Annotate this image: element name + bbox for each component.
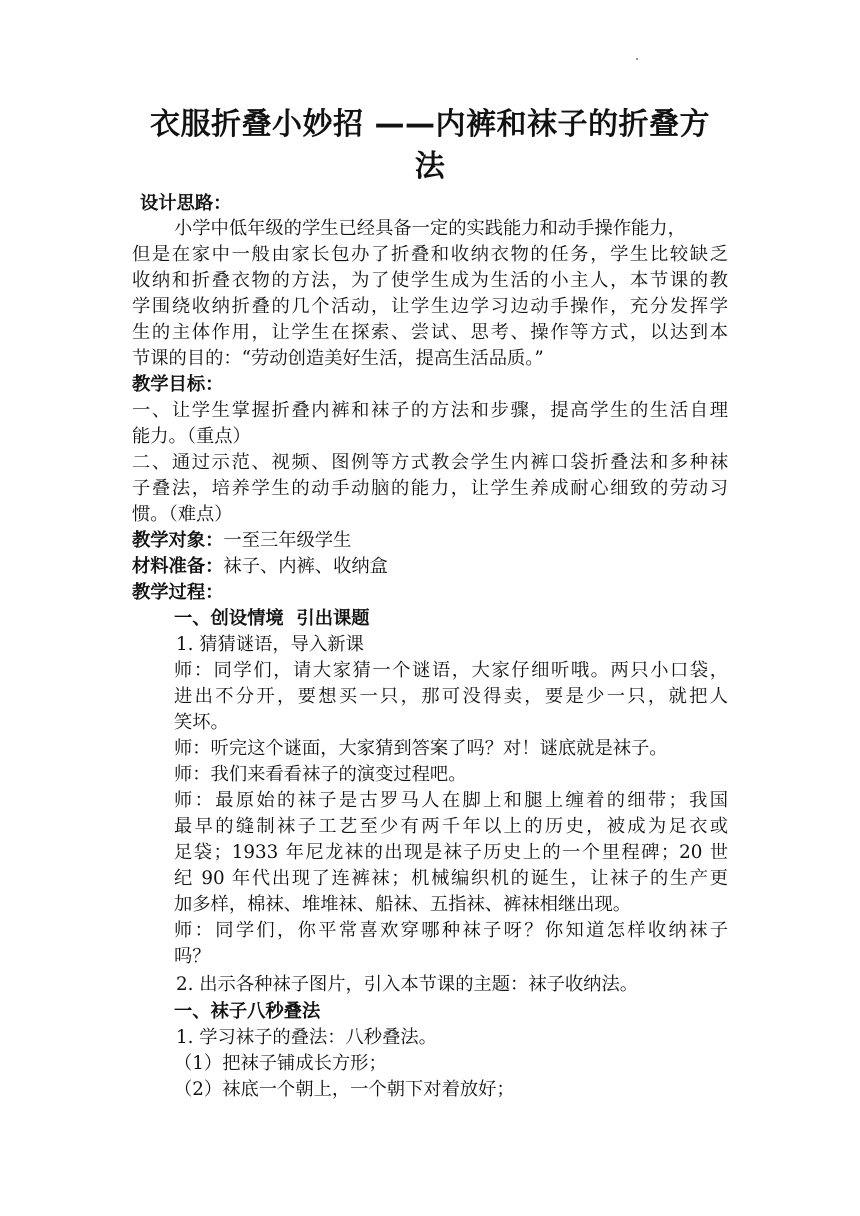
- design-line: 小学中低年级的学生已经具备一定的实践能力和动手操作能力，: [174, 218, 686, 239]
- process-heading: 教学过程：: [132, 582, 224, 603]
- design-line: 学围绕收纳折叠的几个活动，让学生边学习边动手操作，充分发挥学: [132, 296, 728, 317]
- history-line: 最早的缝制袜子工艺至少有两千年以上的历史，被成为足衣或: [174, 816, 728, 837]
- riddle-line: 师：同学们，请大家猜一个谜语，大家仔细听哦。两只小口袋，: [174, 660, 728, 681]
- riddle-line: 进出不分开，要想买一只，那可没得卖，要是少一只，就把人: [174, 686, 728, 707]
- step-line: 1. 猜猜谜语，导入新课: [176, 634, 364, 655]
- design-line: 生的主体作用，让学生在探索、尝试、思考、操作等方式，以达到本: [132, 322, 728, 343]
- history-line: 加多样，棉袜、堆堆袜、船袜、五指袜、裤袜相继出现。: [174, 894, 632, 915]
- goal-line: 惯。（难点）: [132, 504, 233, 525]
- goal-line: 能力。（重点）: [132, 426, 251, 447]
- step-line: 1. 学习袜子的叠法：八秒叠法。: [176, 1027, 437, 1048]
- answer-line: 师：听完这个谜面，大家猜到答案了吗？对！谜底就是袜子。: [174, 738, 668, 759]
- history-line: 足袋；1933 年尼龙袜的出现是袜子历史上的一个里程碑；20 世: [174, 842, 728, 863]
- target-label: 教学对象：: [132, 530, 224, 551]
- design-heading: 设计思路：: [140, 193, 232, 214]
- substep-line: （2）袜底一个朝上，一个朝下对着放好；: [174, 1079, 515, 1100]
- goals-heading: 教学目标：: [132, 374, 224, 395]
- substep-line: （1）把袜子铺成长方形；: [174, 1053, 387, 1074]
- question-line: 师：同学们，你平常喜欢穿哪种袜子呀？你知道怎样收纳袜子: [174, 920, 728, 941]
- materials-value: 袜子、内裤、收纳盒: [223, 556, 388, 577]
- history-line: 纪 90 年代出现了连裤袜；机械编织机的诞生，让袜子的生产更: [174, 868, 728, 889]
- page-mark-dot: [636, 58, 638, 60]
- riddle-line: 笑坏。: [174, 712, 229, 733]
- evolution-line: 师：我们来看看袜子的演变过程吧。: [174, 764, 467, 785]
- design-line: 但是在家中一般由家长包办了折叠和收纳衣物的任务，学生比较缺乏: [132, 244, 728, 265]
- title-line-2: 法: [414, 149, 446, 184]
- goal-line: 子叠法，培养学生的动手动脑的能力，让学生养成耐心细致的劳动习: [132, 478, 728, 499]
- section-heading: 一、袜子八秒叠法: [174, 1001, 321, 1022]
- goal-line: 二、通过示范、视频、图例等方式教会学生内裤口袋折叠法和多种袜: [132, 452, 728, 473]
- step-line: 2. 出示各种袜子图片，引入本节课的主题：袜子收纳法。: [176, 974, 639, 995]
- target-row: [132, 528, 351, 554]
- target-value: 一至三年级学生: [223, 530, 352, 551]
- goal-line: 一、让学生掌握折叠内裤和袜子的方法和步骤，提高学生的生活自理: [132, 400, 728, 421]
- title-line-1: 衣服折叠小妙招 ——内裤和袜子的折叠方: [150, 107, 710, 142]
- design-line: 收纳和折叠衣物的方法，为了使学生成为生活的小主人，本节课的教: [132, 270, 728, 291]
- history-line: 师：最原始的袜子是古罗马人在脚上和腿上缠着的细带；我国: [174, 790, 728, 811]
- design-line: 节课的目的：“劳动创造美好生活，提高生活品质。”: [132, 348, 544, 369]
- section-heading: 一、创设情境 引出课题: [174, 608, 370, 629]
- materials-row: [132, 554, 388, 580]
- document-title: [118, 104, 742, 188]
- question-line: 吗？: [174, 946, 211, 967]
- materials-label: 材料准备：: [132, 556, 224, 577]
